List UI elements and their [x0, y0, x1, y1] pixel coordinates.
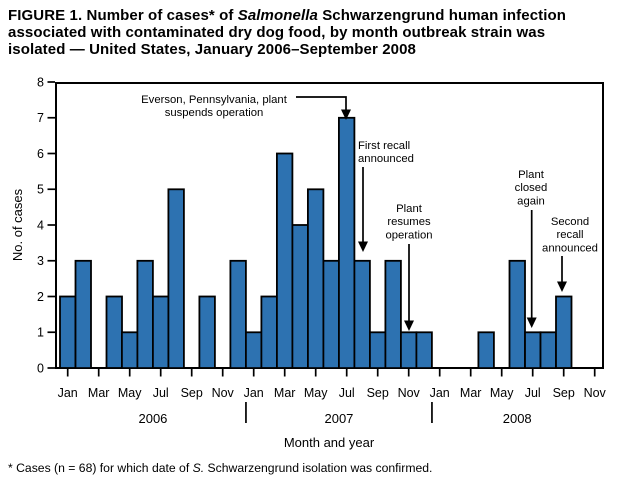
- annotation-second_recall-arrowhead-icon: [557, 282, 567, 293]
- x-tick-label-2007-Jan: Jan: [243, 386, 264, 400]
- year-label-2006: 2006: [138, 411, 168, 426]
- bar-2007-Dec: [416, 332, 432, 368]
- x-tick-label-2007-Sep: Sep: [366, 386, 389, 400]
- bar-2006-Oct: [199, 297, 215, 369]
- x-tick-label-2007-Jul: Jul: [338, 386, 355, 400]
- bar-2007-Jan: [246, 332, 262, 368]
- x-tick-label-2007-May: May: [303, 386, 328, 400]
- footnote-pre: * Cases (n = 68) for which date of: [8, 461, 193, 475]
- x-tick-label-2008-Mar: Mar: [459, 386, 482, 400]
- y-tick-label-6: 6: [37, 146, 44, 161]
- annotation-first_recall-arrowhead-icon: [358, 242, 368, 253]
- bar-2006-May: [122, 332, 137, 368]
- y-tick-label-3: 3: [37, 254, 44, 269]
- bar-2008-Jul: [525, 332, 541, 368]
- bar-2007-Oct: [385, 261, 401, 368]
- title-line-2: associated with contaminated dry dog food, by month outbreak strain was: [8, 24, 546, 42]
- x-axis-title: Month and year: [283, 435, 375, 450]
- annotation-everson-text: Everson, Pennsylvania, plant suspends operation: [141, 94, 287, 120]
- bar-2007-May: [308, 189, 324, 368]
- footnote-italic: S.: [192, 461, 205, 475]
- title-line-1-italic: Salmonella: [237, 7, 318, 24]
- x-tick-label-2008-May: May: [489, 386, 514, 400]
- y-tick-label-7: 7: [37, 111, 44, 126]
- y-tick-label-5: 5: [37, 182, 44, 197]
- annotation-second_recall-text: Second recall announced: [542, 216, 598, 255]
- x-tick-label-2007-Mar: Mar: [273, 386, 296, 400]
- bar-2006-Jan: [60, 297, 76, 369]
- x-tick-label-2008-Jan: Jan: [429, 386, 450, 400]
- title-line-1-post: Schwarzengrund human infection: [317, 7, 567, 24]
- bar-2006-Jul: [153, 297, 169, 369]
- bar-2006-Apr: [107, 297, 123, 369]
- x-tick-label-2007-Nov: Nov: [397, 386, 420, 400]
- annotation-first_recall-text: First recall announced: [358, 140, 414, 166]
- x-tick-label-2006-Jul: Jul: [152, 386, 169, 400]
- annotation-plant_closed-arrowhead-icon: [527, 318, 537, 329]
- title-line-3: isolated — United States, January 2006–September 2008: [8, 41, 416, 59]
- x-tick-label-2008-Sep: Sep: [552, 386, 575, 400]
- bar-2007-Mar: [277, 154, 293, 369]
- x-tick-label-2008-Nov: Nov: [583, 386, 606, 400]
- bar-2007-Aug: [354, 261, 370, 368]
- annotation-plant_closed-text: Plant closed again: [514, 169, 548, 208]
- y-tick-label-2: 2: [37, 289, 44, 304]
- year-label-2008: 2008: [502, 411, 532, 426]
- bar-2008-Aug: [541, 332, 557, 368]
- bar-2008-Jun: [510, 261, 526, 368]
- bar-2007-Nov: [401, 332, 417, 368]
- x-tick-label-2006-Sep: Sep: [180, 386, 203, 400]
- x-tick-label-2006-Mar: Mar: [87, 386, 110, 400]
- bar-2008-Apr: [478, 332, 494, 368]
- y-axis-title: No. of cases: [10, 188, 25, 262]
- bar-2007-Feb: [261, 297, 277, 369]
- bar-2007-Jun: [323, 261, 339, 368]
- year-label-2007: 2007: [324, 411, 354, 426]
- y-tick-label-0: 0: [37, 361, 44, 376]
- bar-2007-Jul: [339, 118, 355, 368]
- x-tick-label-2008-Jul: Jul: [524, 386, 541, 400]
- x-tick-label-2006-Nov: Nov: [211, 386, 234, 400]
- footnote: [8, 461, 612, 476]
- bar-2006-Dec: [230, 261, 246, 368]
- bar-2006-Feb: [76, 261, 92, 368]
- annotation-plant_resumes-arrowhead-icon: [404, 321, 414, 332]
- bar-2007-Sep: [370, 332, 386, 368]
- bar-2006-Aug: [168, 189, 184, 368]
- bar-2007-Apr: [292, 225, 308, 368]
- bar-2008-Sep: [556, 297, 572, 369]
- annotation-plant_resumes-text: Plant resumes operation: [385, 203, 433, 242]
- x-tick-label-2006-Jan: Jan: [57, 386, 78, 400]
- title-line-1-pre: FIGURE 1. Number of cases* of: [8, 7, 238, 24]
- y-tick-label-4: 4: [37, 218, 44, 233]
- bar-2006-Jun: [137, 261, 153, 368]
- y-tick-label-8: 8: [37, 75, 44, 90]
- footnote-post: Schwarzengrund isolation was confirmed.: [204, 461, 433, 475]
- x-tick-label-2006-May: May: [117, 386, 142, 400]
- y-tick-label-1: 1: [37, 325, 44, 340]
- annotation-everson-arrow-line: [296, 97, 346, 110]
